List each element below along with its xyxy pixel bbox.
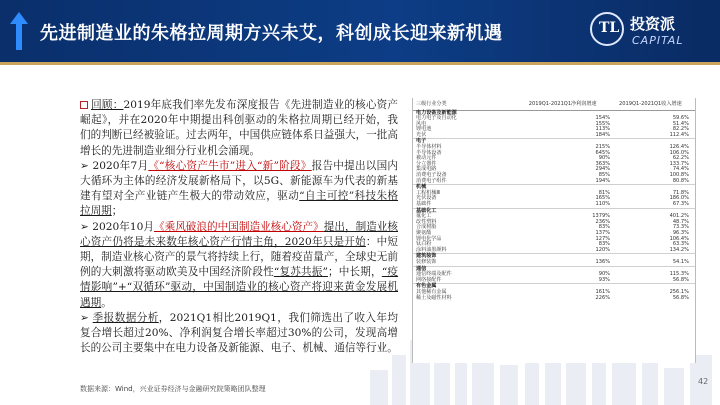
profit-growth-cell: 90% — [598, 155, 611, 162]
paragraph-july-report: ➢ 2020年7月《“核心资产牛市”进入“新”阶段》报告中提出以国内大循环为主体的经济发展新格局下，以5G、新能源车为代表的新基建有望对全产业链产生极大的带动效应，驱动“自主可控”科技朱格拉周期； — [80, 159, 399, 218]
industry-cell: 光伏 — [416, 131, 427, 138]
july-date: 2020年7月 — [92, 159, 149, 172]
industry-cell: 消费电子设备 — [416, 172, 447, 179]
industry-cell: 有色金属 — [413, 284, 526, 290]
profit-growth-cell: 81% — [598, 189, 611, 196]
revenue-growth-cell: 82.2% — [672, 126, 689, 133]
table-header-row — [413, 98, 695, 110]
review-text: 2019年底我们率先发布深度报告《先进制造业的核心资产崛起》，并在2020年中期提出科创驱动的朱格拉周期已经开始，我们的判断已经被验证。过去两年，中国供应链体系日益强大，一批高增长的先进制造业细分行业机会涌现。 — [80, 99, 398, 157]
up-arrow-icon — [8, 10, 30, 52]
july-end: ； — [111, 205, 123, 218]
industry-cell: 网络接配件 — [416, 276, 442, 283]
october-highlight-1: “复苏共振” — [273, 266, 328, 279]
paragraph-quarterly-analysis: ➢ 季报数据分析，2021Q1相比2019Q1，我们筛选出了收入年均复合增长超过20%、净利润复合增长率超过30%的公司，发现高增长的公司主要集中在电力设备及新能源、电子、机械、通信等行业。 — [80, 311, 399, 355]
industry-growth-table — [412, 98, 696, 363]
industry-cell: 涂料油墨颜料 — [416, 246, 447, 253]
october-end: 。 — [101, 296, 112, 309]
revenue-growth-cell: 56.8% — [672, 276, 689, 283]
profit-growth-cell: 85% — [598, 172, 611, 179]
industry-cell: 电子 — [413, 139, 526, 145]
industry-cell: 钛白粉 — [416, 241, 432, 248]
revenue-growth-cell: 401.2% — [669, 213, 689, 220]
profit-growth-cell: 137% — [595, 229, 611, 236]
square-bullet-icon — [80, 101, 88, 109]
industry-cell: 稀土及磁性材料 — [416, 294, 452, 301]
july-text: 报告中提出以国内大循环为主体的经济发展新格局下，以5G、新能源车为代表的新基建有望对全产业链产生极大的带动效应，驱动 — [80, 159, 399, 203]
logo-en: CAPITAL — [632, 34, 684, 47]
profit-growth-cell: 161% — [595, 288, 611, 295]
revenue-growth-cell: 106.4% — [669, 235, 689, 242]
revenue-growth-cell: 100.8% — [669, 172, 689, 179]
page-number: 42 — [698, 377, 709, 386]
industry-cell: 机械 — [413, 185, 526, 191]
industry-cell: 合成树脂 — [416, 224, 437, 231]
revenue-growth-cell: 134.2% — [669, 246, 689, 253]
industry-cell: 风电 — [416, 120, 427, 127]
october-mid: ；中长期， — [327, 266, 382, 279]
brand-logo — [590, 10, 715, 54]
revenue-growth-cell: 73.3% — [672, 224, 689, 231]
profit-growth-cell: 1379% — [592, 213, 611, 220]
revenue-growth-cell: 112.4% — [669, 131, 689, 138]
paragraph-review — [80, 98, 398, 159]
revenue-growth-cell: 96.3% — [672, 229, 689, 236]
profit-growth-cell: 363% — [595, 160, 611, 167]
logo-mark-icon: TL — [590, 12, 624, 46]
industry-cell: 分立器件 — [416, 160, 437, 167]
growth-table — [413, 98, 695, 301]
header-divider — [0, 62, 720, 65]
profit-growth-cell: 154% — [595, 115, 611, 122]
logo-cn: 投资派 — [630, 15, 676, 33]
industry-cell: 建筑装饰 — [413, 254, 526, 260]
revenue-growth-cell: 71.8% — [672, 189, 689, 196]
profit-growth-cell: 93% — [598, 276, 611, 283]
col-revenue-growth: 2019Q1-2021Q1收入增速 — [616, 98, 695, 110]
revenue-growth-cell: 48.7% — [672, 218, 689, 225]
industry-cell: 其他稀有金属 — [416, 288, 447, 295]
quarterly-heading: 季报数据分析 — [92, 311, 159, 324]
revenue-growth-cell: 126.4% — [669, 144, 689, 151]
summary-text — [80, 98, 398, 356]
revenue-growth-cell: 54.1% — [672, 258, 689, 265]
revenue-growth-cell: 115.3% — [669, 271, 689, 278]
july-highlight: “自主可控”科技朱格拉周期 — [80, 190, 398, 218]
industry-cell: 被动元件 — [416, 155, 437, 162]
profit-growth-cell: 194% — [595, 177, 611, 184]
revenue-growth-cell: 59.6% — [672, 115, 689, 122]
revenue-growth-cell: 256.1% — [669, 288, 689, 295]
industry-cell: 锂电化学品 — [416, 235, 442, 242]
col-industry: 三级行业分类 — [413, 98, 526, 110]
october-date: 2020年10月 — [92, 220, 154, 233]
slide-title: 先进制造业的朱格拉周期方兴未艾，科创成长迎来新机遇 — [40, 23, 503, 44]
profit-growth-cell: 155% — [595, 120, 611, 127]
revenue-growth-cell: 186.0% — [669, 195, 689, 202]
october-highlight-2: “疫情影响”+“双循环”驱动，中国制造业的核心资产将迎来黄金发展机遇期 — [80, 266, 398, 309]
profit-growth-cell: 127% — [595, 235, 611, 242]
industry-cell: 半导体材料 — [416, 144, 442, 151]
july-report-title: 《“核心资产牛市”进入“新”阶段》 — [148, 159, 312, 172]
profit-growth-cell: 136% — [595, 258, 611, 265]
revenue-growth-cell: 51.4% — [672, 120, 689, 127]
profit-growth-cell: 110% — [595, 201, 611, 207]
quarterly-text: ，2021Q1相比2019Q1，我们筛选出了收入年均复合增长超过20%、净利润复合增长率超过30%的公司，发现高增长的公司主要集中在电力设备及新能源、电子、机械、通信等行业。 — [80, 311, 399, 355]
table-row — [413, 296, 695, 302]
industry-cell: 锂电池 — [416, 126, 432, 133]
data-source-note: 数据来源：Wind，兴业证券经济与金融研究院策略团队整理 — [80, 385, 266, 393]
industry-cell: 氟化工 — [416, 213, 432, 220]
revenue-growth-cell: 63.3% — [672, 241, 689, 248]
revenue-growth-cell: 62.2% — [672, 155, 689, 162]
revenue-growth-cell: 106.0% — [669, 149, 689, 156]
industry-cell: 电力设备及新能源 — [413, 110, 526, 116]
october-text: ：中短期，制造业核心资产的景气将持续上行，随着疫苗量产，全球史无前例的大刺激将驱动欧美及中国经济阶段性 — [80, 235, 398, 279]
industry-cell: 聚氨酯 — [416, 229, 432, 236]
industry-cell: 工程机械Ⅲ — [416, 189, 440, 196]
profit-growth-cell: 236% — [595, 218, 611, 225]
profit-growth-cell: 83% — [598, 224, 611, 231]
industry-cell: 光伏设备 — [416, 195, 437, 202]
profit-growth-cell: 165% — [595, 195, 611, 202]
industry-cell: 通信 — [413, 266, 526, 272]
slide-header — [0, 0, 720, 62]
revenue-growth-cell: 133.7% — [669, 160, 689, 167]
october-claim: 提出，制造业核心资产仍将是未来数年核心资产行情主角，2020年只是开始 — [80, 220, 399, 248]
industry-cell: 改性塑料 — [416, 218, 437, 225]
profit-growth-cell: 215% — [595, 144, 611, 151]
industry-cell: 基础件 — [416, 201, 432, 207]
paragraph-october-report: ➢ 2020年10月《乘风破浪的中国制造业核心资产》提出，制造业核心资产仍将是未来数年核心资产行情主角，2020年只是开始：中短期，制造业核心资产的景气将持续上行，随着疫苗量产，全球史无前例的大刺激将驱动欧美及中国经济阶段性“复苏共振”；中长期，“疫情影响”+“双循环”驱动，中国制造业的核心资产将迎来黄金发展机遇期。 — [80, 220, 399, 309]
industry-cell: 半导体设备 — [416, 149, 442, 156]
profit-growth-cell: 226% — [595, 294, 611, 301]
profit-growth-cell: 120% — [595, 246, 611, 253]
industry-cell: 电力电子及自动化 — [416, 115, 457, 122]
profit-growth-cell: 645% — [595, 149, 611, 156]
col-profit-growth: 2019Q1-2021Q1净利润增速 — [526, 98, 616, 110]
table-body — [413, 110, 695, 301]
profit-growth-cell: 294% — [595, 166, 611, 173]
profit-growth-cell: 83% — [598, 241, 611, 248]
profit-growth-cell: 113% — [595, 126, 611, 133]
industry-cell: 消费电子组件 — [416, 177, 447, 184]
industry-cell: 基础化工 — [413, 208, 526, 214]
october-report-title: 《乘风破浪的中国制造业核心资产》 — [153, 220, 324, 233]
profit-growth-cell: 90% — [598, 271, 611, 278]
review-heading: 回顾： — [91, 99, 124, 111]
revenue-growth-cell: 56.8% — [672, 294, 689, 301]
industry-cell: 通信终端及配件 — [416, 271, 452, 278]
revenue-growth-cell: 80.8% — [672, 177, 689, 184]
industry-cell: 集成电路 — [416, 166, 437, 173]
industry-cell: 装修装饰 — [416, 258, 437, 265]
profit-growth-cell: 184% — [595, 131, 611, 138]
revenue-growth-cell: 67.3% — [672, 201, 689, 207]
revenue-growth-cell: 74.4% — [672, 166, 689, 173]
